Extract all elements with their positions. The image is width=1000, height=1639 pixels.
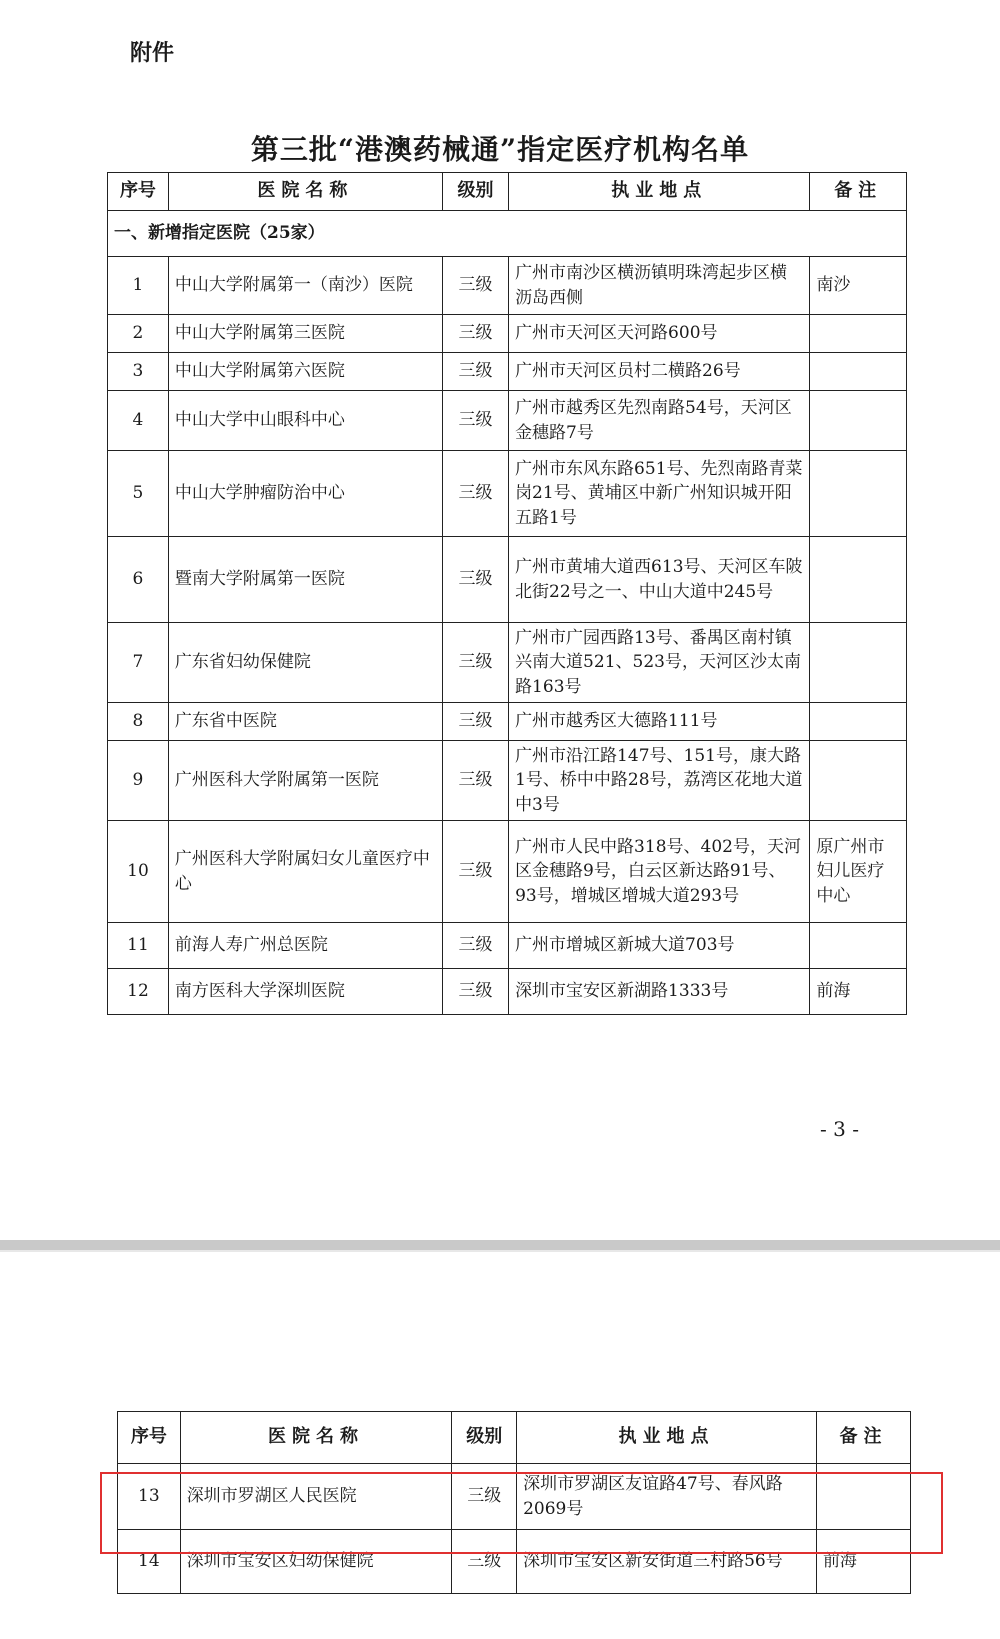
page-number: - 3 - [820, 1117, 859, 1141]
row-note [810, 315, 907, 353]
hospital-address: 深圳市罗湖区友谊路47号、春风路2069号 [517, 1464, 817, 1530]
hospital-address: 广州市沿江路147号、151号，康大路1号、桥中中路28号，荔湾区花地大道中3号 [509, 741, 810, 821]
hospital-level: 三级 [442, 315, 508, 353]
row-note [810, 451, 907, 537]
column-header-note: 备注 [810, 173, 907, 211]
hospital-level: 三级 [442, 391, 508, 451]
row-note: 前海 [810, 969, 907, 1015]
row-number: 13 [118, 1464, 181, 1530]
hospital-level: 三级 [442, 821, 508, 923]
row-note: 南沙 [810, 257, 907, 315]
page-separator [0, 1240, 1000, 1250]
column-header-level: 级别 [442, 173, 508, 211]
table-row [108, 923, 907, 969]
table-row [108, 537, 907, 623]
row-note [810, 741, 907, 821]
hospital-level: 三级 [452, 1530, 517, 1594]
hospital-address: 广州市黄埔大道西613号、天河区车陂北街22号之一、中山大道中245号 [509, 537, 810, 623]
column-header-name: 医院名称 [168, 173, 442, 211]
highlight-box [100, 1472, 943, 1554]
row-note [810, 923, 907, 969]
row-number: 7 [108, 623, 169, 703]
column-header-address: 执业地点 [517, 1412, 817, 1464]
hospital-level: 三级 [452, 1464, 517, 1530]
row-number: 9 [108, 741, 169, 821]
row-note [810, 703, 907, 741]
row-number: 2 [108, 315, 169, 353]
hospital-table-page-1 [107, 172, 907, 1015]
table-row [108, 451, 907, 537]
hospital-address: 广州市越秀区大德路111号 [509, 703, 810, 741]
column-header-name: 医院名称 [180, 1412, 452, 1464]
hospital-name: 深圳市宝安区妇幼保健院 [180, 1530, 452, 1594]
row-number: 4 [108, 391, 169, 451]
hospital-name: 广东省中医院 [168, 703, 442, 741]
hospital-address: 广州市天河区员村二横路26号 [509, 353, 810, 391]
hospital-address: 广州市南沙区横沥镇明珠湾起步区横沥岛西侧 [509, 257, 810, 315]
hospital-address: 广州市增城区新城大道703号 [509, 923, 810, 969]
column-header-address: 执业地点 [509, 173, 810, 211]
hospital-level: 三级 [442, 537, 508, 623]
row-note: 原广州市妇儿医疗中心 [810, 821, 907, 923]
table-row [108, 353, 907, 391]
hospital-address: 广州市人民中路318号、402号，天河区金穗路9号，白云区新达路91号、93号，增城区增城大道293号 [509, 821, 810, 923]
hospital-level: 三级 [442, 451, 508, 537]
hospital-address: 广州市广园西路13号、番禺区南村镇兴南大道521、523号，天河区沙太南路163号 [509, 623, 810, 703]
table-header-row [118, 1412, 911, 1464]
hospital-address: 深圳市宝安区新湖路1333号 [509, 969, 810, 1015]
table-row [108, 703, 907, 741]
row-number: 11 [108, 923, 169, 969]
hospital-name: 广州医科大学附属妇女儿童医疗中心 [168, 821, 442, 923]
hospital-name: 南方医科大学深圳医院 [168, 969, 442, 1015]
hospital-name: 广州医科大学附属第一医院 [168, 741, 442, 821]
hospital-level: 三级 [442, 923, 508, 969]
column-header-level: 级别 [452, 1412, 517, 1464]
column-header-no: 序号 [108, 173, 169, 211]
hospital-name: 暨南大学附属第一医院 [168, 537, 442, 623]
column-header-no: 序号 [118, 1412, 181, 1464]
page-separator-edge [0, 1250, 1000, 1252]
hospital-name: 广东省妇幼保健院 [168, 623, 442, 703]
table-row [108, 969, 907, 1015]
section-heading-row [108, 211, 907, 257]
table-header-row [108, 173, 907, 211]
attachment-label: 附件 [130, 40, 175, 66]
table-row [108, 391, 907, 451]
hospital-name: 中山大学附属第六医院 [168, 353, 442, 391]
hospital-level: 三级 [442, 969, 508, 1015]
section-heading: 一、新增指定医院（25家） [108, 211, 907, 257]
row-number: 8 [108, 703, 169, 741]
row-note [810, 353, 907, 391]
row-number: 5 [108, 451, 169, 537]
hospital-address: 深圳市宝安区新安街道三村路56号 [517, 1530, 817, 1594]
hospital-address: 广州市越秀区先烈南路54号，天河区金穗路7号 [509, 391, 810, 451]
hospital-name: 中山大学附属第一（南沙）医院 [168, 257, 442, 315]
hospital-name: 前海人寿广州总医院 [168, 923, 442, 969]
table-row [108, 623, 907, 703]
row-number: 3 [108, 353, 169, 391]
hospital-name: 中山大学中山眼科中心 [168, 391, 442, 451]
table-row [108, 741, 907, 821]
row-note: 前海 [816, 1530, 910, 1594]
hospital-address: 广州市天河区天河路600号 [509, 315, 810, 353]
row-note [810, 391, 907, 451]
row-number: 12 [108, 969, 169, 1015]
document-title: 第三批“港澳药械通”指定医疗机构名单 [250, 133, 750, 166]
hospital-name: 中山大学附属第三医院 [168, 315, 442, 353]
row-number: 10 [108, 821, 169, 923]
table-row [108, 257, 907, 315]
hospital-address: 广州市东风东路651号、先烈南路青菜岗21号、黄埔区中新广州知识城开阳五路1号 [509, 451, 810, 537]
hospital-name: 中山大学肿瘤防治中心 [168, 451, 442, 537]
row-number: 1 [108, 257, 169, 315]
hospital-name: 深圳市罗湖区人民医院 [180, 1464, 452, 1530]
hospital-level: 三级 [442, 623, 508, 703]
row-number: 6 [108, 537, 169, 623]
row-number: 14 [118, 1530, 181, 1594]
table-row [108, 315, 907, 353]
column-header-note: 备注 [816, 1412, 910, 1464]
hospital-level: 三级 [442, 741, 508, 821]
row-note [810, 623, 907, 703]
hospital-level: 三级 [442, 703, 508, 741]
hospital-level: 三级 [442, 257, 508, 315]
table-row [108, 821, 907, 923]
hospital-level: 三级 [442, 353, 508, 391]
row-note [810, 537, 907, 623]
